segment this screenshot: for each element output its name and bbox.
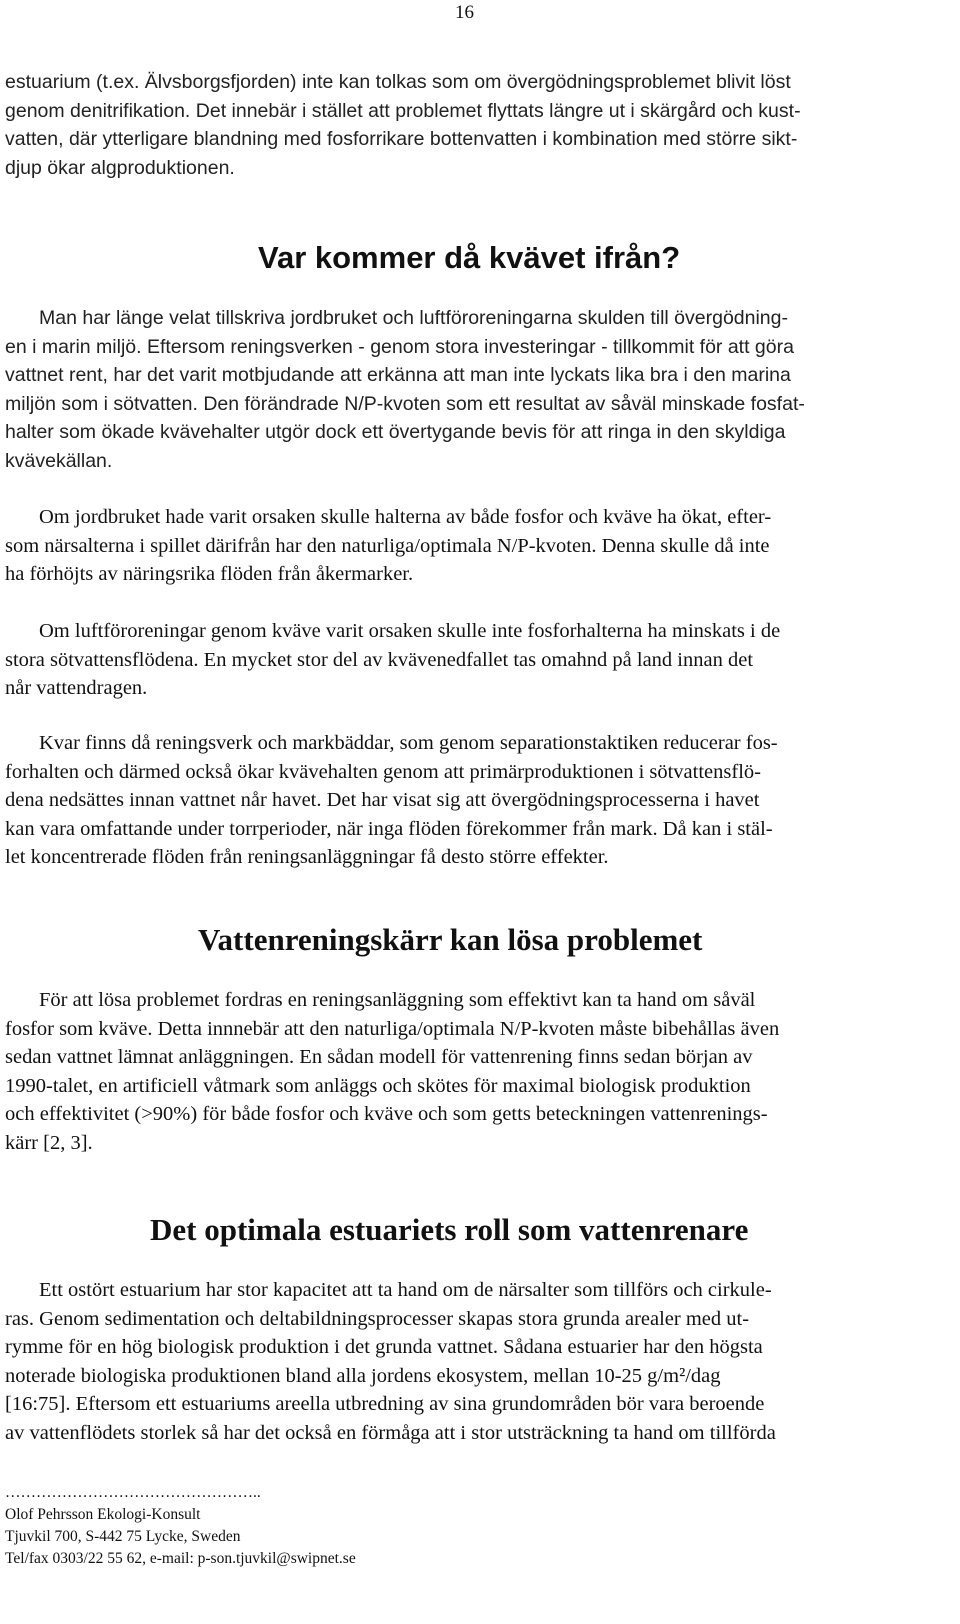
text-line: 1990-talet, en artificiell våtmark som anläggs och skötes för maximal biologisk produktion (5, 1074, 751, 1097)
text-line: Om jordbruket hade varit orsaken skulle halterna av både fosfor och kväve ha ökat, efter- (39, 506, 772, 528)
page-number: 16 (455, 2, 474, 23)
intro-paragraph (5, 68, 925, 182)
paragraph (5, 304, 925, 475)
footer-address: Tjuvkil 700, S-442 75 Lycke, Sweden (5, 1528, 241, 1545)
text-line: stora sötvattensflödena. En mycket stor del av kvävenedfallet tas omahnd på land innan det (5, 648, 754, 671)
text-line: [16:75]. Eftersom ett estuariums areella utbredning av sina grundområden bör vara beroende (5, 1393, 765, 1416)
text-line: en i marin miljö. Eftersom reningsverken - genom stora investeringar - tillkommit för att göra (5, 335, 794, 358)
text-line: För att lösa problemet fordras en reningsanläggning som effektivt kan ta hand om såväl (39, 989, 756, 1011)
text-line: vatten, där ytterligare blandning med fosforrikare bottenvatten i kombination med större sikt- (5, 128, 798, 150)
text-line: forhalten och därmed också ökar kvävehalten genom att primärproduktionen i sötvattensflö- (5, 760, 761, 783)
text-line: når vattendragen. (5, 677, 148, 700)
paragraph (5, 617, 925, 703)
text-line: estuarium (t.ex. Älvsborgsfjorden) inte kan tolkas som om övergödningsproblemet blivit löst (5, 71, 791, 93)
text-line: let koncentrerade flöden från reningsanläggningar få desto större effekter. (5, 846, 609, 869)
text-line: vattnet rent, har det varit motbjudande att erkänna att man inte lyckats lika bra i den marina (5, 364, 791, 386)
text-line: ras. Genom sedimentation och deltabildningsprocesser skapas stora grunda arealer med ut- (5, 1307, 750, 1330)
section-heading-kvavet: Var kommer då kvävet ifrån? (258, 240, 681, 275)
text-line: genom denitrifikation. Det innebär i stället att problemet flyttats längre ut i skärgård och kust- (5, 99, 801, 122)
paragraph (5, 1276, 925, 1448)
text-line: som närsalterna i spillet därifrån har den naturliga/optimala N/P-kvoten. Denna skulle då inte (5, 534, 770, 557)
text-line: dena nedsättes innan vattnet når havet. Det har visat sig att övergödningsprocesserna i havet (5, 789, 760, 812)
text-line: noterade biologiska produktionen bland alla jordens ekosystem, mellan 10-25 g/m²/dag (5, 1364, 721, 1387)
text-line: av vattenflödets storlek så har det också en förmåga att i stor utsträckning ta hand om tillförda (5, 1421, 776, 1444)
text-line: rymme för en hög biologisk produktion i det grunda vattnet. Sådana estuarier har den högsta (5, 1336, 763, 1359)
text-line: kan vara omfattande under torrperioder, när inga flöden förekommer från mark. Då kan i stäl- (5, 817, 773, 840)
text-line: fosfor som kväve. Detta innnebär att den naturliga/optimala N/P-kvoten måste bibehållas även (5, 1017, 780, 1040)
section-heading-estuariets-roll: Det optimala estuariets roll som vattenrenare (150, 1212, 749, 1247)
text-line: ha förhöjts av näringsrika flöden från åkermarker. (5, 563, 414, 586)
text-line: halter som ökade kvävehalter utgör dock ett övertygande bevis för att ringa in den skyldiga (5, 421, 786, 443)
text-line: och effektivitet (>90%) för både fosfor och kväve och som getts beteckningen vattenrenings- (5, 1103, 768, 1126)
text-line: Om luftföroreningar genom kväve varit orsaken skulle inte fosforhalterna ha minskats i de (39, 620, 781, 642)
footer-contact: Tel/fax 0303/22 55 62, e-mail: p-son.tjuvkil@swipnet.se (5, 1550, 356, 1567)
footer-company: Olof Pehrsson Ekologi-Konsult (5, 1506, 201, 1523)
text-line: Man har länge velat tillskriva jordbruket och luftföroreningarna skulden till övergödning- (39, 307, 788, 329)
text-line: Kvar finns då reningsverk och markbäddar, som genom separationstaktiken reducerar fos- (39, 732, 778, 754)
paragraph (5, 503, 925, 589)
text-line: Ett ostört estuarium har stor kapacitet att ta hand om de närsalter som tillförs och cirkule- (39, 1279, 772, 1301)
text-line: miljön som i sötvatten. Den förändrade N/P-kvoten som ett resultat av såväl minskade fosfat- (5, 392, 805, 415)
page-footer (5, 1482, 356, 1570)
text-line: kvävekällan. (5, 449, 113, 472)
text-line: sedan vattnet lämnat anläggningen. En sådan modell för vattenrening finns sedan början av (5, 1046, 753, 1069)
text-line: djup ökar algproduktionen. (5, 156, 235, 179)
section-heading-vattenreningskarr: Vattenreningskärr kan lösa problemet (198, 922, 703, 957)
footer-dots: ………………………………………….. (5, 1484, 261, 1501)
paragraph (5, 986, 925, 1158)
text-line: kärr [2, 3]. (5, 1131, 93, 1154)
paragraph (5, 729, 925, 872)
